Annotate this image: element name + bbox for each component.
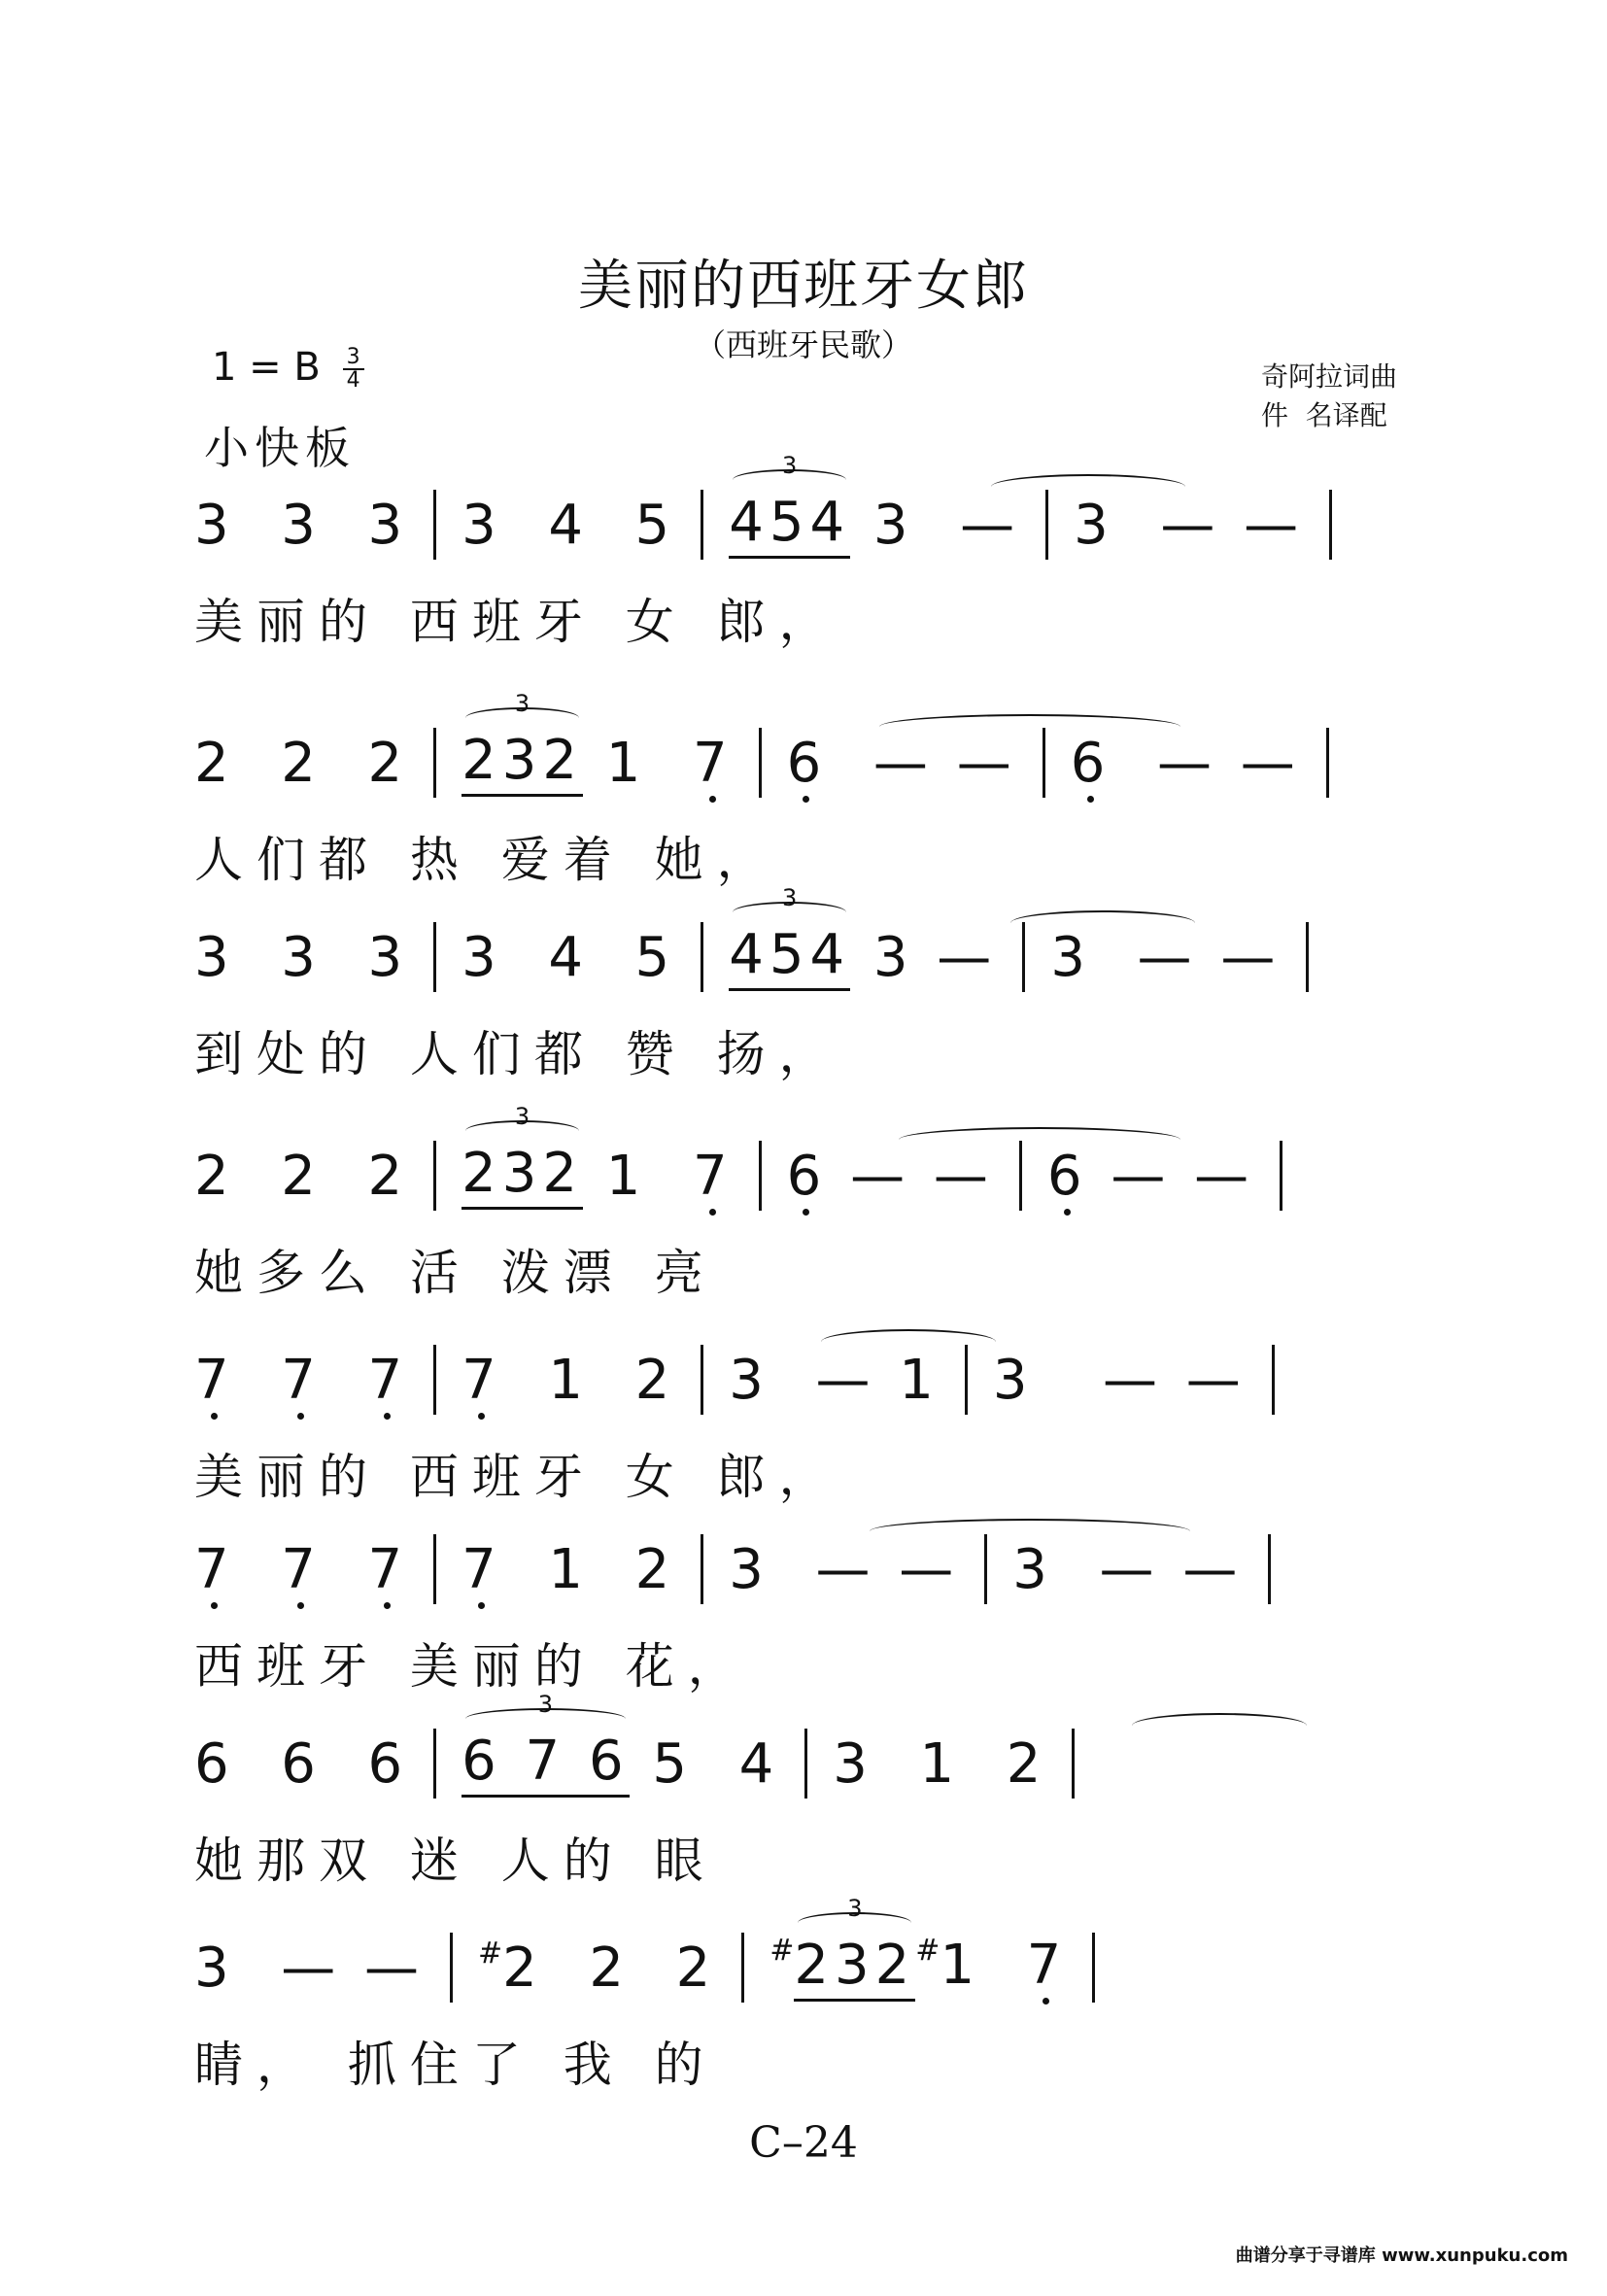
lyrics-line: 到处的 人们都 赞 扬，: [194, 1026, 841, 1082]
lyrics-line: 她多么 活 泼漂 亮: [194, 1245, 717, 1301]
credit-translator: 件 名译配: [1260, 399, 1387, 431]
footer-watermark: 曲谱分享于寻谱库 www.xunpuku.com: [1235, 2245, 1568, 2266]
time-top: 3: [346, 345, 360, 369]
notation-line: 2 2 2 232 3 1 7 6 — — 6 — —: [194, 1137, 1308, 1215]
notation-line: 3 3 3 3 4 5 454 3 3 — 3 — —: [194, 918, 1334, 996]
lyrics-line: 人们都 热 爱着 她，: [194, 832, 779, 888]
lyrics-line: 美丽的 西班牙 女 郎，: [194, 594, 841, 650]
credits: [1261, 358, 1397, 435]
lyrics-line: 她那双 迷 人的 眼: [194, 1833, 717, 1889]
credit-composer: 奇阿拉词曲: [1260, 360, 1397, 393]
key-label: 1 = B: [212, 345, 321, 390]
page-number: C–24: [749, 2118, 858, 2168]
lyrics-line: 美丽的 西班牙 女 郎，: [194, 1449, 841, 1505]
notation-line: 2 2 2 232 3 1 7 6 — — 6 — —: [194, 724, 1354, 802]
notation-line: 3 — — #2 2 2 #232 3 #1 7: [194, 1929, 1120, 2006]
song-title: 美丽的西班牙女郎: [578, 255, 1029, 318]
song-subtitle: （西班牙民歌）: [694, 326, 912, 363]
notation-line: 6 6 6 6 7 6 3 5 4 3 1 2: [194, 1725, 1100, 1802]
notation-line: 7 7 7 7 1 2 3 — 1 3 — —: [194, 1341, 1300, 1419]
lyrics-line: 睛， 抓住了 我 的: [194, 2037, 717, 2093]
time-signature: [343, 345, 364, 393]
notation-line: 7 7 7 7 1 2 3 — — 3 — —: [194, 1530, 1296, 1608]
tempo-marking: 小快板: [204, 422, 356, 474]
key-signature: [212, 345, 364, 391]
time-bottom: 4: [346, 368, 360, 393]
lyrics-line: 西班牙 美丽的 花，: [194, 1638, 750, 1695]
notation-line: 3 3 3 3 4 5 454 3 3 — 3 — —: [194, 486, 1357, 564]
